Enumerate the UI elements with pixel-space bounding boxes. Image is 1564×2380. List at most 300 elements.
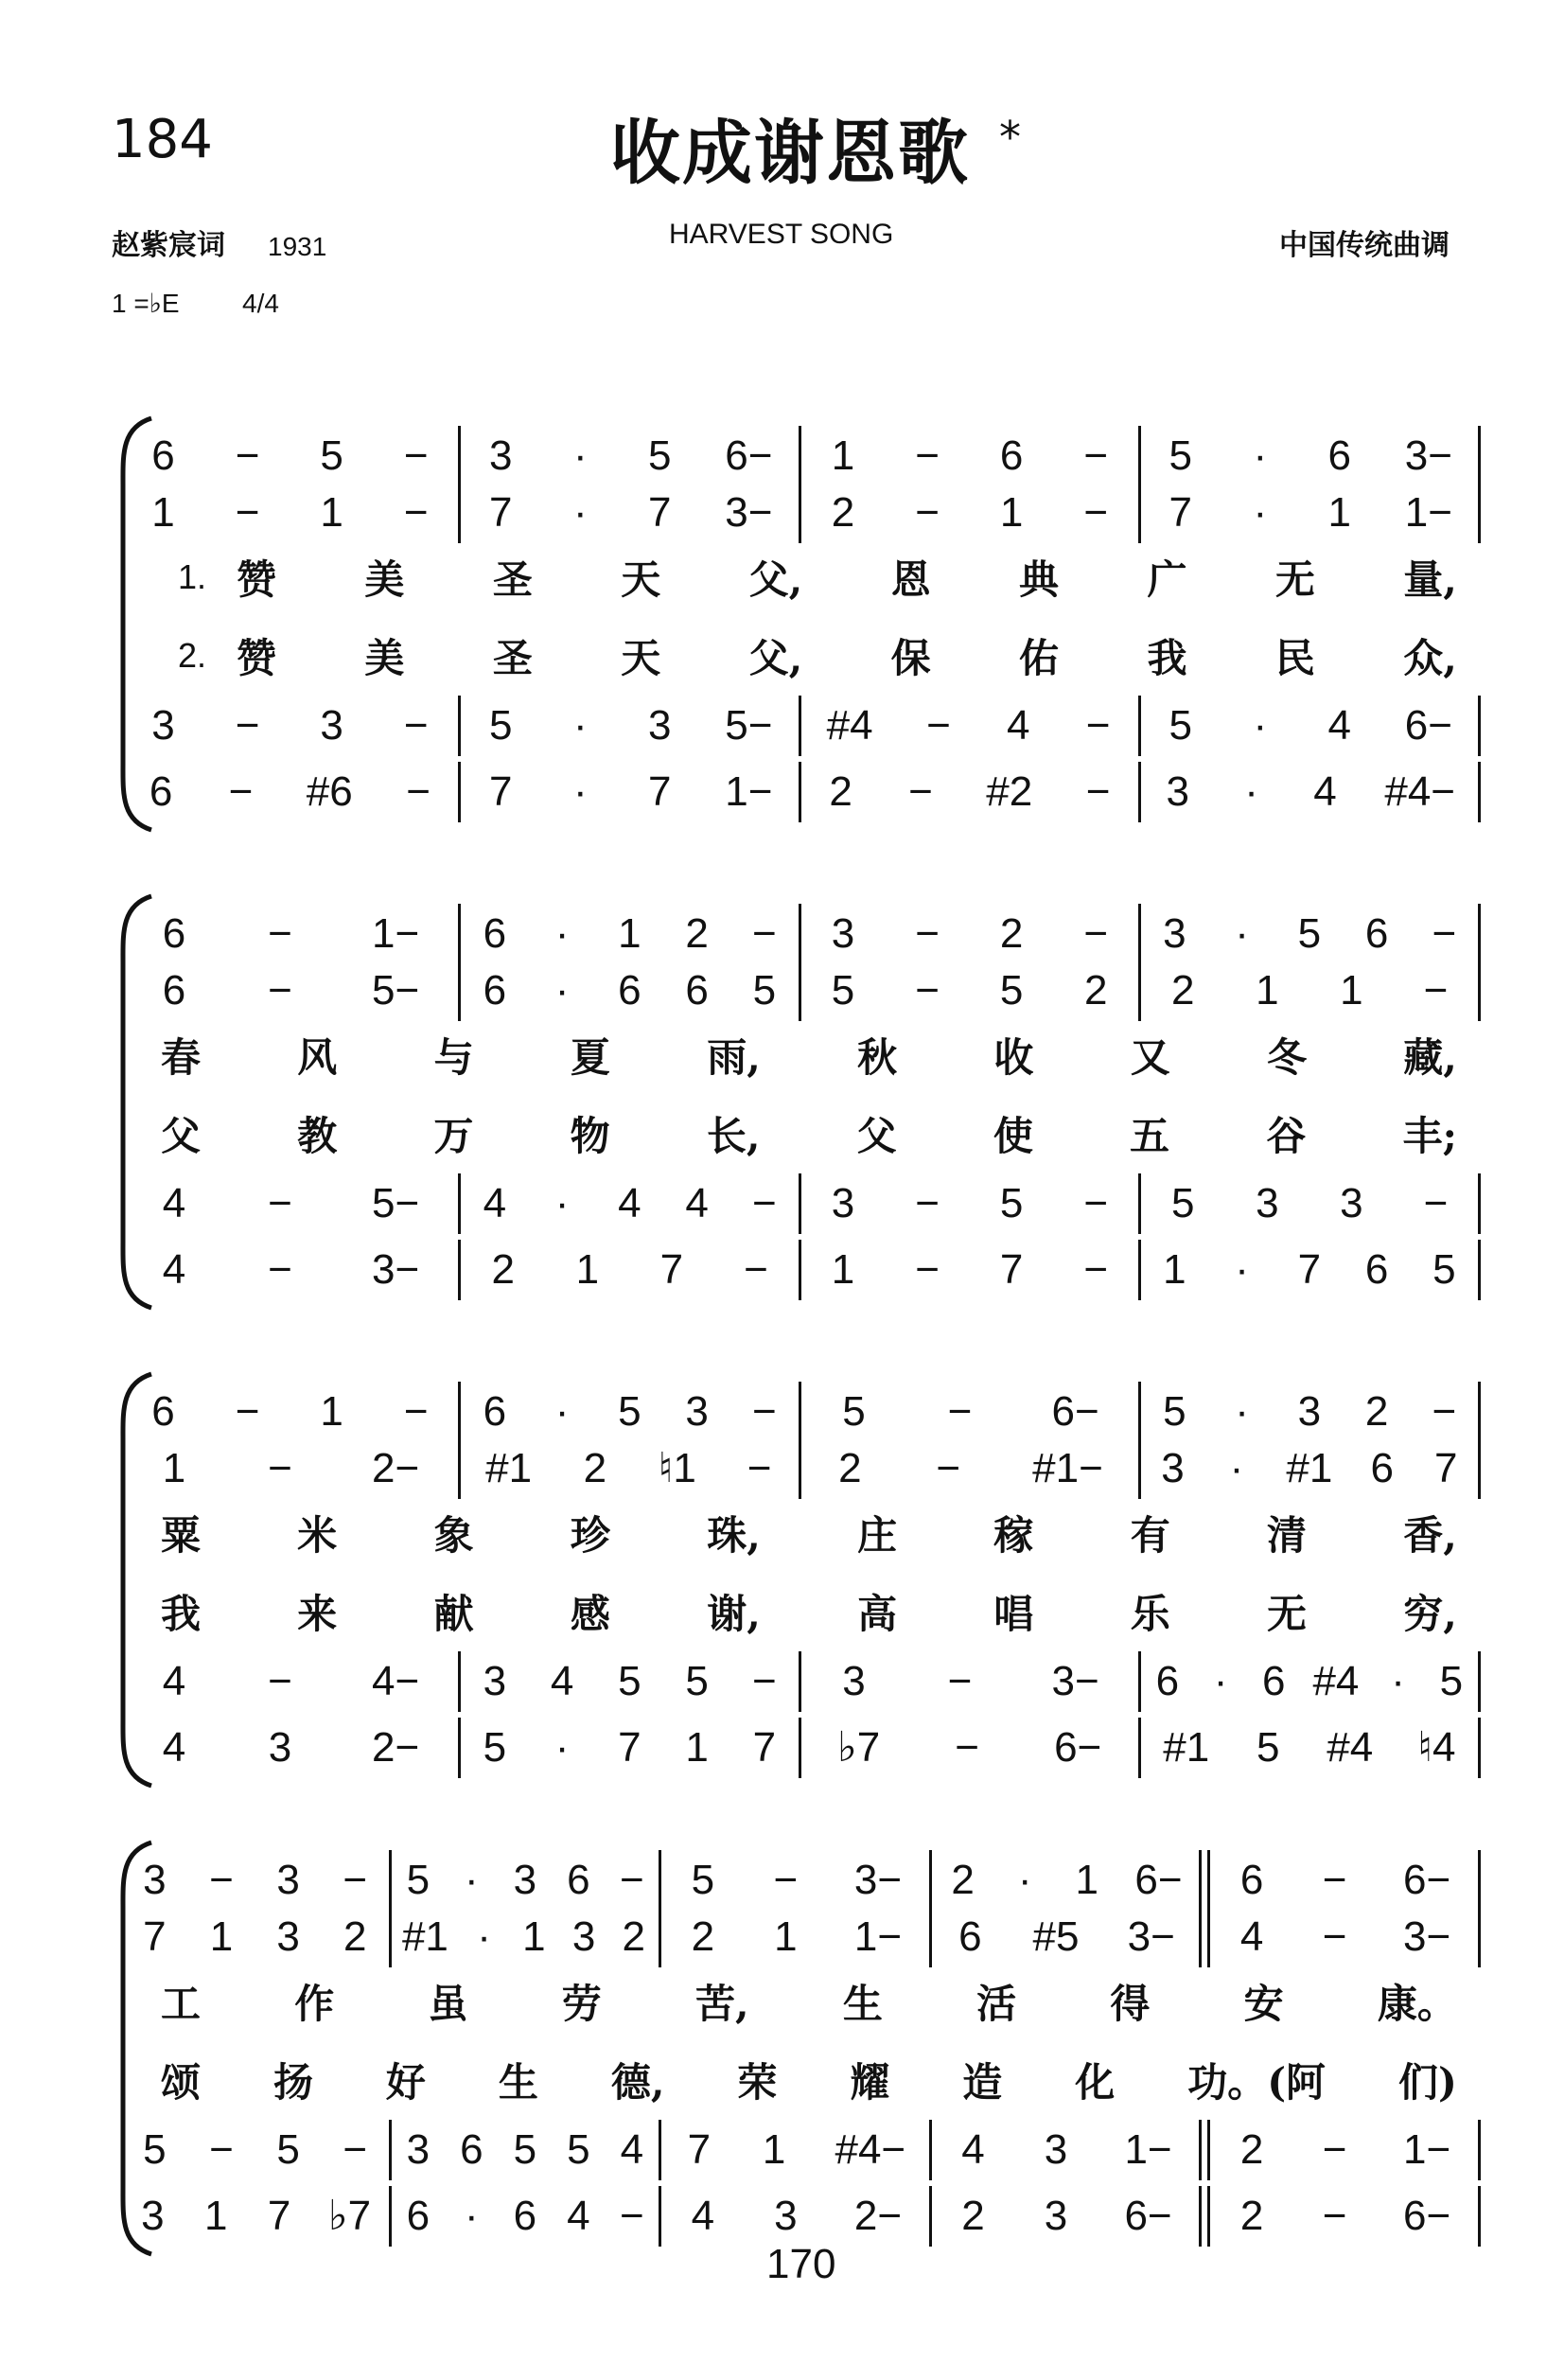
- note-token: 6: [1364, 1246, 1389, 1293]
- lyric-syllable: 谷: [1266, 1113, 1307, 1159]
- lyric-syllable: 长,: [706, 1113, 761, 1159]
- lyric-syllable: 万: [433, 1113, 474, 1159]
- note-token: 5: [567, 2126, 590, 2173]
- note-token: 4: [162, 1246, 186, 1293]
- lyric-syllable: 活: [976, 1981, 1017, 2027]
- lyric-syllable: 藏,: [1403, 1034, 1457, 1081]
- note-token: −: [1322, 2193, 1347, 2239]
- note-token: 3−: [1051, 1658, 1099, 1704]
- note-token: 6: [1364, 910, 1389, 957]
- double-barline: [1199, 2120, 1210, 2180]
- note-token: 5: [1439, 1658, 1464, 1704]
- note-token: 1: [1075, 1857, 1098, 1903]
- lyric-syllable: 无: [1266, 1591, 1307, 1637]
- note-token: 5: [685, 1658, 709, 1704]
- note-token: ·: [572, 768, 588, 815]
- note-token: −: [1432, 1388, 1457, 1435]
- note-token: 6: [567, 1857, 590, 1903]
- note-token: 3−: [372, 1246, 420, 1293]
- note-token: 6: [1262, 1658, 1286, 1704]
- note-token: −: [915, 1180, 940, 1226]
- bass-line: [118, 2195, 1481, 2237]
- lyric-syllable: 稼: [993, 1512, 1034, 1559]
- lyric-syllable: 荣: [737, 2059, 778, 2106]
- note-token: −: [268, 967, 292, 1014]
- note-token: −: [1423, 967, 1449, 1014]
- lyric-syllable: 感: [570, 1591, 610, 1637]
- lyric-syllable: 典: [1019, 556, 1060, 603]
- note-token: 1: [320, 489, 343, 536]
- note-token: 3: [648, 702, 672, 749]
- lyric-syllable: 又: [1130, 1034, 1170, 1081]
- note-token: 2: [951, 1857, 975, 1903]
- lyric-syllable: 秋: [857, 1034, 898, 1081]
- lyric-syllable: 珍: [570, 1512, 610, 1559]
- note-token: 1−: [1404, 489, 1452, 536]
- note-token: #6: [306, 768, 353, 815]
- verse-number: 2.: [178, 636, 207, 675]
- note-token: 3: [842, 1658, 866, 1704]
- note-token: 1: [203, 2193, 228, 2239]
- double-barline: [1199, 2186, 1210, 2247]
- note-token: 5: [489, 702, 513, 749]
- note-token: 2: [831, 489, 855, 536]
- note-token: 4: [483, 1180, 507, 1226]
- note-token: −: [268, 1246, 292, 1293]
- note-token: 4: [162, 1658, 186, 1704]
- note-token: ·: [1235, 1388, 1249, 1435]
- lyric-syllable: 美: [364, 635, 405, 681]
- tenor-line: [118, 2126, 1481, 2173]
- note-token: 1: [831, 1246, 855, 1293]
- note-token: 3: [320, 702, 343, 749]
- measure: [1210, 2126, 1478, 2173]
- note-token: −: [936, 1445, 961, 1491]
- barline: [1478, 1850, 1481, 1911]
- note-token: ♭7: [327, 2193, 372, 2239]
- note-token: −: [620, 2193, 644, 2239]
- note-token: −: [1085, 702, 1111, 749]
- note-token: 3: [1163, 910, 1186, 957]
- note-token: ·: [572, 432, 588, 479]
- note-token: 2: [1239, 2126, 1264, 2173]
- note-token: −: [1083, 910, 1109, 957]
- note-token: −: [752, 1388, 777, 1435]
- note-token: 6−: [1403, 1857, 1451, 1903]
- note-token: −: [773, 1857, 799, 1903]
- note-token: 7: [687, 2126, 712, 2173]
- note-token: 4: [691, 2193, 715, 2239]
- note-token: 3: [831, 1180, 855, 1226]
- lyric-syllable: 耀: [850, 2059, 890, 2106]
- note-token: 5: [999, 1180, 1024, 1226]
- note-token: 5−: [372, 967, 420, 1014]
- measure: [392, 2126, 659, 2173]
- note-token: 3: [268, 1724, 292, 1771]
- note-token: 4: [685, 1180, 709, 1226]
- note-token: −: [268, 1180, 292, 1226]
- measure: [121, 1913, 389, 1960]
- note-token: 7: [1297, 1246, 1322, 1293]
- note-token: 5: [1163, 1388, 1186, 1435]
- note-token: 5: [406, 1857, 431, 1903]
- note-token: 3: [143, 1857, 167, 1903]
- note-token: 2: [961, 2193, 985, 2239]
- note-token: 6: [958, 1913, 982, 1960]
- note-token: 4−: [372, 1658, 420, 1704]
- note-token: 2−: [372, 1724, 420, 1771]
- note-token: −: [235, 702, 260, 749]
- barline: [1478, 1907, 1481, 1967]
- alto-line: [118, 1913, 1481, 1960]
- note-token: 3−: [1403, 1913, 1451, 1960]
- note-token: 6: [999, 432, 1024, 479]
- note-token: 1−: [725, 768, 773, 815]
- note-token: 6−: [1054, 1724, 1102, 1771]
- note-token: 5−: [372, 1180, 420, 1226]
- note-token: 5: [752, 967, 777, 1014]
- lyric-syllable: 父: [161, 1113, 202, 1159]
- note-token: ·: [554, 967, 570, 1014]
- note-token: −: [915, 1246, 940, 1293]
- lyric-syllable: 夏: [570, 1034, 610, 1081]
- note-token: 3: [276, 1913, 300, 1960]
- note-token: 1: [762, 2126, 786, 2173]
- note-token: 2: [829, 768, 852, 815]
- lyric-syllable: 香,: [1403, 1512, 1457, 1559]
- lyric-syllable: 赞: [237, 635, 277, 681]
- note-token: −: [744, 1246, 768, 1293]
- note-token: 5−: [725, 702, 773, 749]
- note-token: ·: [554, 1180, 570, 1226]
- note-token: 1: [618, 910, 641, 957]
- note-token: −: [235, 432, 260, 479]
- note-token: 6: [149, 768, 173, 815]
- lyric-syllable: 颂: [161, 2059, 202, 2106]
- measure: [121, 2126, 389, 2173]
- note-token: 6−: [1051, 1388, 1099, 1435]
- measure: [1210, 2195, 1478, 2237]
- note-token: 6: [151, 1388, 175, 1435]
- time-signature: 4/4: [242, 289, 279, 318]
- measure: [932, 2126, 1200, 2173]
- note-token: −: [1322, 1913, 1347, 1960]
- lyric-syllable: 物: [570, 1113, 610, 1159]
- lyric-syllable: 谢,: [707, 1591, 761, 1637]
- note-token: ·: [554, 1724, 570, 1771]
- note-token: 3: [1166, 768, 1189, 815]
- verse-number: 1.: [178, 557, 207, 596]
- lyric-syllable: 圣: [492, 556, 533, 603]
- note-token: 3: [406, 2126, 431, 2173]
- note-token: 1: [831, 432, 855, 479]
- note-token: 4: [550, 1658, 574, 1704]
- note-token: −: [268, 1658, 292, 1704]
- note-token: −: [908, 768, 933, 815]
- note-token: 2−: [372, 1445, 420, 1491]
- lyric-syllable: 安: [1243, 1981, 1284, 2027]
- note-token: ·: [1213, 1658, 1228, 1704]
- note-token: 5: [999, 967, 1024, 1014]
- note-token: 1−: [1124, 2126, 1172, 2173]
- note-token: 5: [513, 2126, 537, 2173]
- note-token: 4: [1313, 768, 1337, 815]
- note-token: 3: [1297, 1388, 1322, 1435]
- note-token: 2: [491, 1246, 516, 1293]
- note-token: 3−: [1404, 432, 1452, 479]
- note-token: 1: [522, 1913, 546, 1960]
- note-token: −: [235, 1388, 260, 1435]
- note-token: 3: [571, 1913, 596, 1960]
- lyricist-year: 1931: [268, 232, 327, 261]
- lyric-syllable: 献: [433, 1591, 474, 1637]
- verse-2-lyrics: [161, 2058, 1457, 2106]
- note-token: 3−: [1127, 1913, 1175, 1960]
- note-token: 2: [622, 1913, 646, 1960]
- note-token: ♭7: [836, 1724, 881, 1771]
- note-token: #4−: [835, 2126, 906, 2173]
- note-token: 3: [774, 2193, 798, 2239]
- measure: [392, 2195, 659, 2237]
- note-token: 6: [618, 967, 641, 1014]
- note-token: ·: [572, 702, 588, 749]
- title-footnote-mark: *: [999, 112, 1021, 163]
- note-token: 1−: [1403, 2126, 1451, 2173]
- note-token: ·: [1253, 489, 1268, 536]
- note-token: −: [1083, 489, 1109, 536]
- note-token: 6: [151, 432, 175, 479]
- note-token: #1: [401, 1913, 448, 1960]
- note-token: ·: [1253, 702, 1268, 749]
- key-signature: 1 =♭E: [112, 289, 180, 318]
- note-token: 3: [1161, 1445, 1185, 1491]
- note-token: 3: [489, 432, 513, 479]
- measure: [121, 1857, 389, 1903]
- lyric-syllable: 化: [1075, 2059, 1116, 2106]
- hymn-number: 184: [112, 109, 213, 170]
- lyric-syllable: 无: [1274, 556, 1315, 603]
- note-token: 4: [1006, 702, 1030, 749]
- page-title: 收成谢恩歌: [610, 113, 970, 194]
- note-token: #2: [986, 768, 1033, 815]
- note-token: 1: [320, 1388, 343, 1435]
- lyric-syllable: 德,: [610, 2059, 665, 2106]
- note-token: 5: [618, 1658, 641, 1704]
- lyric-syllable: 五: [1130, 1113, 1170, 1159]
- measure: [1210, 1913, 1478, 1960]
- lyric-syllable: 康。: [1377, 1981, 1457, 2027]
- lyric-syllable: 有: [1130, 1512, 1170, 1559]
- note-token: −: [228, 768, 254, 815]
- note-token: 5: [842, 1388, 866, 1435]
- note-token: 7: [648, 768, 672, 815]
- lyric-syllable: 量,: [1403, 556, 1457, 603]
- measure: [932, 2195, 1200, 2237]
- measure: [661, 2195, 929, 2237]
- note-token: #1: [1286, 1445, 1333, 1491]
- lyric-syllable: 米: [297, 1512, 338, 1559]
- note-token: 1: [774, 1913, 798, 1960]
- note-token: 1: [162, 1445, 186, 1491]
- note-token: 4: [162, 1724, 186, 1771]
- note-token: 5: [1297, 910, 1322, 957]
- note-token: 1: [999, 489, 1024, 536]
- note-token: −: [403, 432, 429, 479]
- measure: [661, 2126, 929, 2173]
- lyric-syllable: 穷,: [1403, 1591, 1457, 1637]
- lyric-syllable: 庄: [857, 1512, 898, 1559]
- note-token: 5: [618, 1388, 641, 1435]
- note-token: −: [1085, 768, 1111, 815]
- note-token: −: [268, 1445, 292, 1491]
- lyric-syllable: 丰;: [1402, 1113, 1457, 1159]
- measure: [661, 1913, 929, 1960]
- note-token: 5: [648, 432, 672, 479]
- lyric-syllable: 来: [297, 1591, 338, 1637]
- note-token: 7: [659, 1246, 684, 1293]
- lyric-syllable: 清: [1266, 1512, 1307, 1559]
- lyric-syllable: 得: [1110, 1981, 1151, 2027]
- note-token: 3: [685, 1388, 709, 1435]
- lyric-syllable: 赞: [237, 556, 277, 603]
- note-token: 2: [999, 910, 1024, 957]
- note-token: −: [403, 1388, 429, 1435]
- note-token: ·: [1017, 1857, 1032, 1903]
- note-token: 6−: [1403, 2193, 1451, 2239]
- lyric-syllable: 圣: [492, 635, 533, 681]
- measure: [392, 1913, 659, 1960]
- note-token: 3: [1044, 2193, 1068, 2239]
- note-token: #5: [1032, 1913, 1080, 1960]
- lyric-syllable: 造: [962, 2059, 1003, 2106]
- lyric-syllable: 高: [857, 1591, 898, 1637]
- note-token: 5: [1169, 702, 1192, 749]
- lyric-syllable: 使: [993, 1113, 1033, 1159]
- lyric-syllable: 风: [297, 1034, 338, 1081]
- note-token: −: [947, 1388, 973, 1435]
- note-token: #4: [1327, 1724, 1374, 1771]
- note-token: −: [403, 702, 429, 749]
- note-token: 7: [999, 1246, 1024, 1293]
- lyric-syllable: 天: [621, 635, 661, 681]
- note-token: −: [1322, 2126, 1347, 2173]
- barline: [1478, 2120, 1481, 2180]
- note-token: 6: [483, 1388, 507, 1435]
- english-subtitle: HARVEST SONG: [669, 219, 894, 250]
- note-token: −: [1083, 432, 1109, 479]
- note-token: 2: [583, 1445, 607, 1491]
- lyric-syllable: 我: [1147, 635, 1187, 681]
- note-token: 5: [320, 432, 343, 479]
- note-token: 7: [648, 489, 672, 536]
- note-token: ·: [1253, 432, 1268, 479]
- note-token: 7: [267, 2193, 291, 2239]
- lyric-syllable: 民: [1274, 635, 1315, 681]
- note-token: 2−: [853, 2193, 903, 2239]
- measure: [932, 1913, 1200, 1960]
- note-token: 6: [1155, 1658, 1180, 1704]
- note-token: 5: [1171, 1180, 1195, 1226]
- note-token: 4: [620, 2126, 644, 2173]
- note-token: 2: [1239, 2193, 1264, 2239]
- note-token: 4: [961, 2126, 985, 2173]
- lyric-syllable: 功。(阿: [1187, 2059, 1327, 2106]
- note-token: −: [343, 2126, 368, 2173]
- note-token: 6: [483, 910, 507, 957]
- note-token: 3: [141, 2193, 165, 2239]
- measure: [932, 1857, 1200, 1903]
- lyric-syllable: 唱: [993, 1591, 1034, 1637]
- lyric-syllable: 佑: [1019, 635, 1060, 681]
- lyric-syllable: 我: [161, 1591, 202, 1637]
- lyric-syllable: 生: [842, 1981, 883, 2027]
- note-token: 2: [1171, 967, 1195, 1014]
- lyricist: 赵紫宸词: [112, 229, 225, 262]
- note-token: ♮4: [1417, 1724, 1456, 1771]
- note-token: 6−: [1134, 1857, 1183, 1903]
- note-token: −: [915, 432, 940, 479]
- note-token: 6: [406, 2193, 431, 2239]
- note-token: 3−: [725, 489, 773, 536]
- lyric-syllable: 象: [433, 1512, 474, 1559]
- page-number: 170: [766, 2241, 836, 2287]
- note-token: ·: [572, 489, 588, 536]
- note-token: #1: [485, 1445, 533, 1491]
- note-token: −: [209, 2126, 234, 2173]
- note-token: ♮1: [658, 1445, 696, 1491]
- note-token: 1: [1256, 967, 1279, 1014]
- note-token: 3: [1340, 1180, 1363, 1226]
- note-token: 6: [460, 2126, 483, 2173]
- note-token: 7: [752, 1724, 777, 1771]
- note-token: −: [268, 910, 292, 957]
- double-barline: [1199, 1850, 1210, 1911]
- note-token: −: [1083, 1180, 1109, 1226]
- note-token: 1: [1327, 489, 1352, 536]
- note-token: 4: [1327, 702, 1352, 749]
- note-token: 1: [1340, 967, 1363, 1014]
- lyric-syllable: 广: [1147, 556, 1187, 603]
- note-token: 5: [483, 1724, 507, 1771]
- note-token: ·: [1391, 1658, 1405, 1704]
- note-token: −: [752, 1180, 777, 1226]
- note-token: ·: [465, 2193, 479, 2239]
- note-token: 7: [489, 768, 513, 815]
- note-token: 3: [276, 1857, 300, 1903]
- note-token: 3−: [853, 1857, 903, 1903]
- soprano-line: [118, 1857, 1481, 1903]
- lyric-syllable: 粟: [161, 1512, 202, 1559]
- lyric-syllable: 恩: [890, 556, 931, 603]
- note-token: −: [209, 1857, 234, 1903]
- lyric-syllable: 乐: [1130, 1591, 1170, 1637]
- lyric-syllable: 雨,: [707, 1034, 761, 1081]
- note-token: −: [1423, 1180, 1449, 1226]
- lyric-syllable: 作: [294, 1981, 335, 2027]
- note-token: 5: [831, 967, 855, 1014]
- note-token: −: [752, 910, 777, 957]
- lyric-syllable: 父: [856, 1113, 897, 1159]
- note-token: ·: [465, 1857, 479, 1903]
- lyric-syllable: 教: [297, 1113, 338, 1159]
- note-token: #1−: [1032, 1445, 1103, 1491]
- note-token: 6: [162, 967, 186, 1014]
- note-token: 6: [685, 967, 709, 1014]
- lyric-syllable: 珠,: [707, 1512, 761, 1559]
- note-token: −: [406, 768, 431, 815]
- lyric-syllable: 冬: [1266, 1034, 1307, 1081]
- note-token: 1: [575, 1246, 600, 1293]
